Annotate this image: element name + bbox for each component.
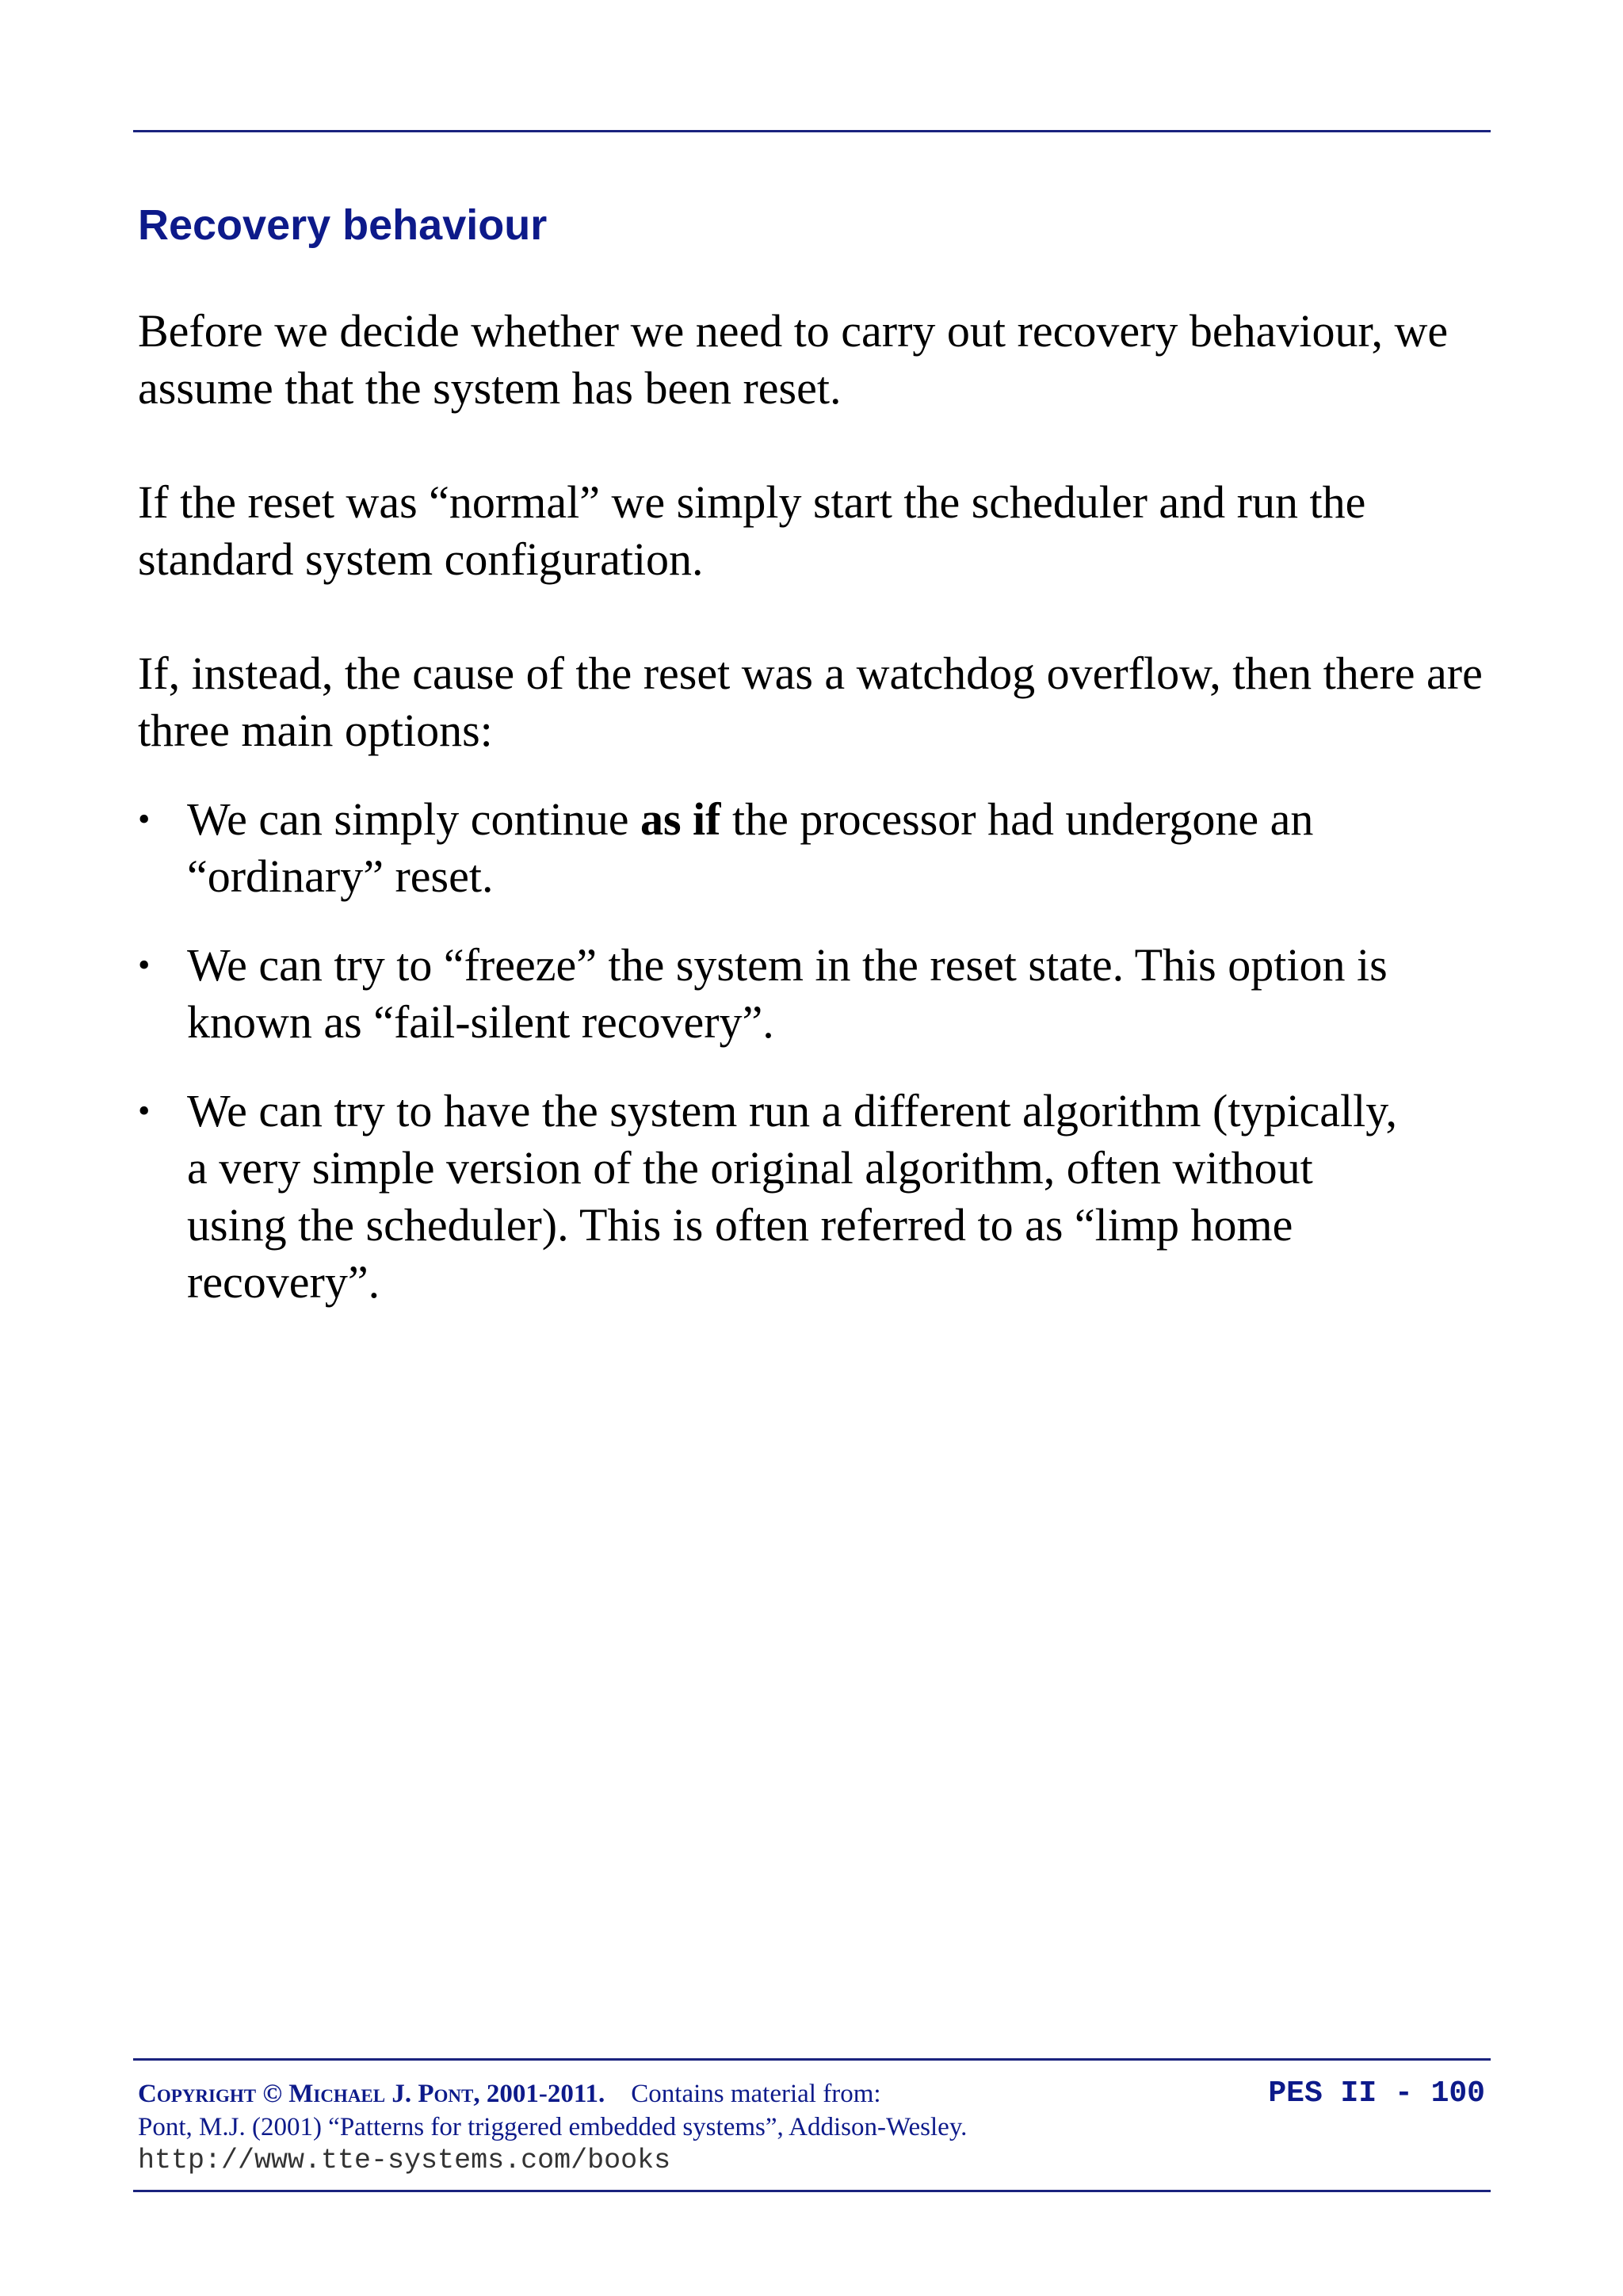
list-item: [138, 791, 1423, 905]
contains-material-label: Contains material from:: [631, 2080, 881, 2108]
bullet-icon: •: [138, 800, 151, 839]
bullet-text: We can try to have the system run a different algorithm (typically, a very simple version of the original algorithm, often without using the scheduler). This is often referred to as “limp home recovery”.: [187, 1085, 1398, 1308]
footer-top-rule: [133, 2058, 1491, 2061]
bullet-text: We can try to “freeze” the system in the reset state. This option is known as “fail-silent recovery”.: [187, 939, 1388, 1048]
options-list: [138, 791, 1501, 1311]
page-number: PES II - 100: [1268, 2076, 1485, 2111]
paragraph-2: If the reset was “normal” we simply start the scheduler and run the standard system configuration.: [138, 476, 1366, 585]
section-heading: Recovery behaviour: [138, 201, 548, 249]
bullet-text-start: We can simply continue: [187, 793, 640, 845]
footer-bottom-rule: [133, 2190, 1491, 2192]
top-rule: [133, 130, 1491, 132]
body-content: [138, 303, 1501, 1343]
paragraph-1: Before we decide whether we need to carry out recovery behaviour, we assume that the system has been reset.: [138, 305, 1449, 414]
list-item: [138, 1083, 1423, 1311]
paragraph-3: If, instead, the cause of the reset was a watchdog overflow, then there are three main options:: [138, 648, 1483, 756]
list-item: [138, 937, 1423, 1051]
footer: [138, 2077, 1485, 2177]
bullet-icon: •: [138, 1091, 151, 1130]
footer-url-link[interactable]: http://www.tte-systems.com/books: [138, 2145, 671, 2176]
copyright-notice: Copyright © Michael J. Pont, 2001-2011.: [138, 2080, 605, 2108]
bullet-emphasis: as if: [640, 793, 721, 845]
bullet-text-end: the processor had undergone an “ordinary” reset.: [187, 793, 1314, 902]
footer-citation: Pont, M.J. (2001) “Patterns for triggered embedded systems”, Addison-Wesley.: [138, 2113, 968, 2141]
bullet-icon: •: [138, 946, 151, 984]
